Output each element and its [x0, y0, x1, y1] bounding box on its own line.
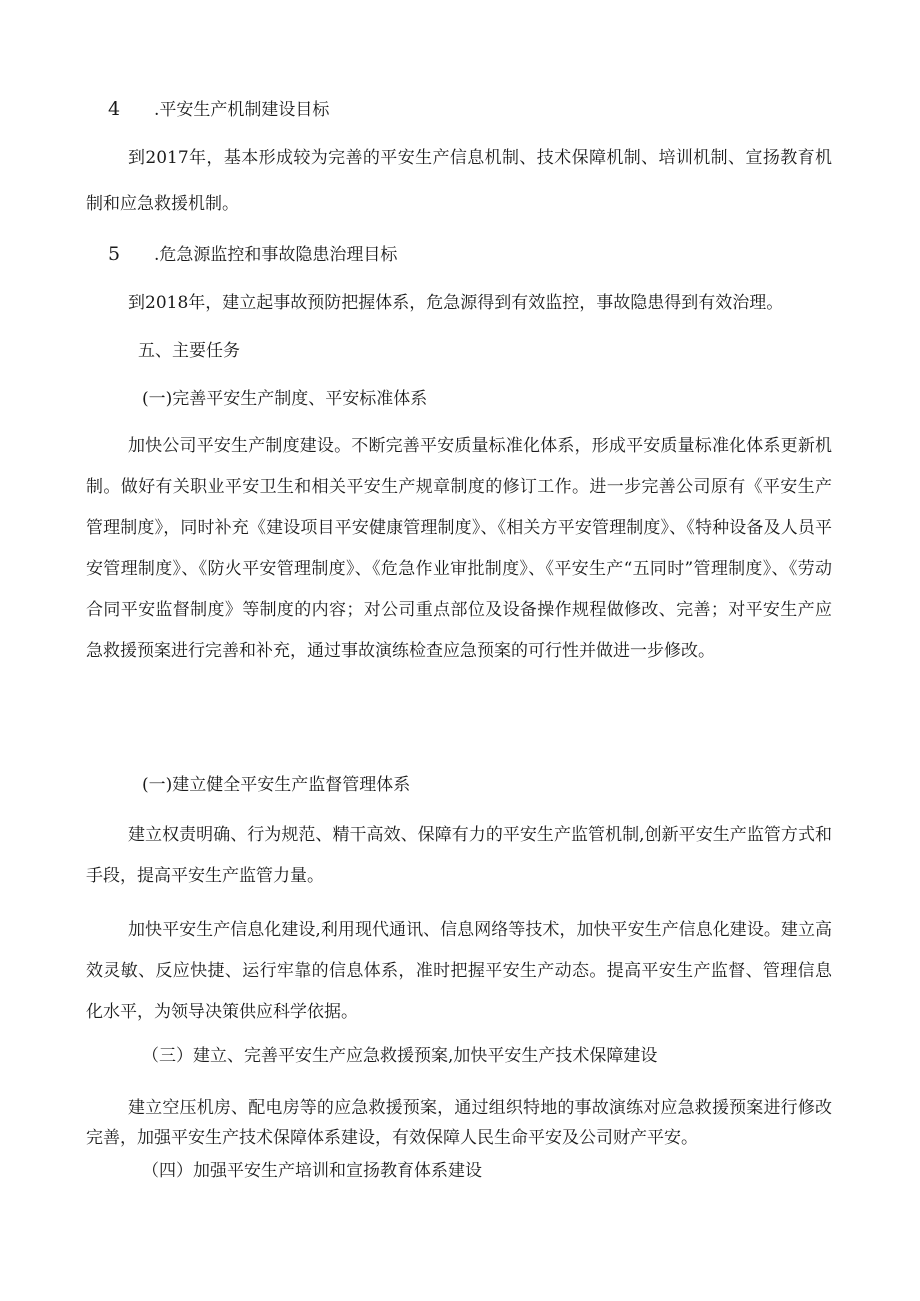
- target5-heading: [108, 244, 397, 265]
- task2-paragraph-2: 加快平安生产信息化建设,利用现代通讯、信息网络等技术，加快平安生产信息化建设。建立高效灵敏、反应快捷、运行牢靠的信息体系，准时把握平安生产动态。提高平安生产监督、管理信息化水平，为领导决策供应科学依据。: [86, 920, 832, 1022]
- task2-paragraph-1: 建立权责明确、行为规范、精干高效、保障有力的平安生产监管机制,创新平安生产监管方式和手段，提高平安生产监管力量。: [86, 825, 832, 886]
- task3-paragraph: 建立空压机房、配电房等的应急救援预案，通过组织特地的事故演练对应急救援预案进行修改完善，加强平安生产技术保障体系建设，有效保障人民生命平安及公司财产平安。: [86, 1098, 832, 1148]
- target4-number: 4: [108, 98, 121, 120]
- task1-paragraph: 加快公司平安生产制度建设。不断完善平安质量标准化体系，形成平安质量标准化体系更新机制。做好有关职业平安卫生和相关平安生产规章制度的修订工作。进一步完善公司原有《平安生产管理制度》，同时补充《建设项目平安健康管理制度》、《相关方平安管理制度》、《特种设备及人员平安管理制度》、《防火平安管理制度》、《危急作业审批制度》、《平安生产“五同时”管理制度》、《劳动合同平安监督制度》等制度的内容；对公司重点部位及设备操作规程做修改、完善；对平安生产应急救援预案进行完善和补充，通过事故演练检查应急预案的可行性并做进一步修改。: [86, 436, 832, 661]
- target4-heading: [108, 99, 329, 120]
- target5-paragraph: 到2018年，建立起事故预防把握体系，危急源得到有效监控，事故隐患得到有效治理。: [128, 293, 784, 313]
- task3-title: （三）建立、完善平安生产应急救援预案,加快平安生产技术保障建设: [142, 1046, 658, 1066]
- target4-title: .平安生产机制建设目标: [154, 100, 330, 120]
- task4-title: （四）加强平安生产培训和宣扬教育体系建设: [142, 1161, 482, 1181]
- target5-title: .危急源监控和事故隐患治理目标: [154, 245, 398, 265]
- target4-paragraph: 到2017年，基本形成较为完善的平安生产信息机制、技术保障机制、培训机制、宣扬教育机制和应急救援机制。: [86, 148, 832, 214]
- task1-title: (一)完善平安生产制度、平安标准体系: [142, 389, 428, 409]
- section5-title: 五、主要任务: [138, 341, 240, 361]
- target5-number: 5: [108, 243, 121, 265]
- task2-title: (一)建立健全平安生产监督管理体系: [142, 775, 411, 795]
